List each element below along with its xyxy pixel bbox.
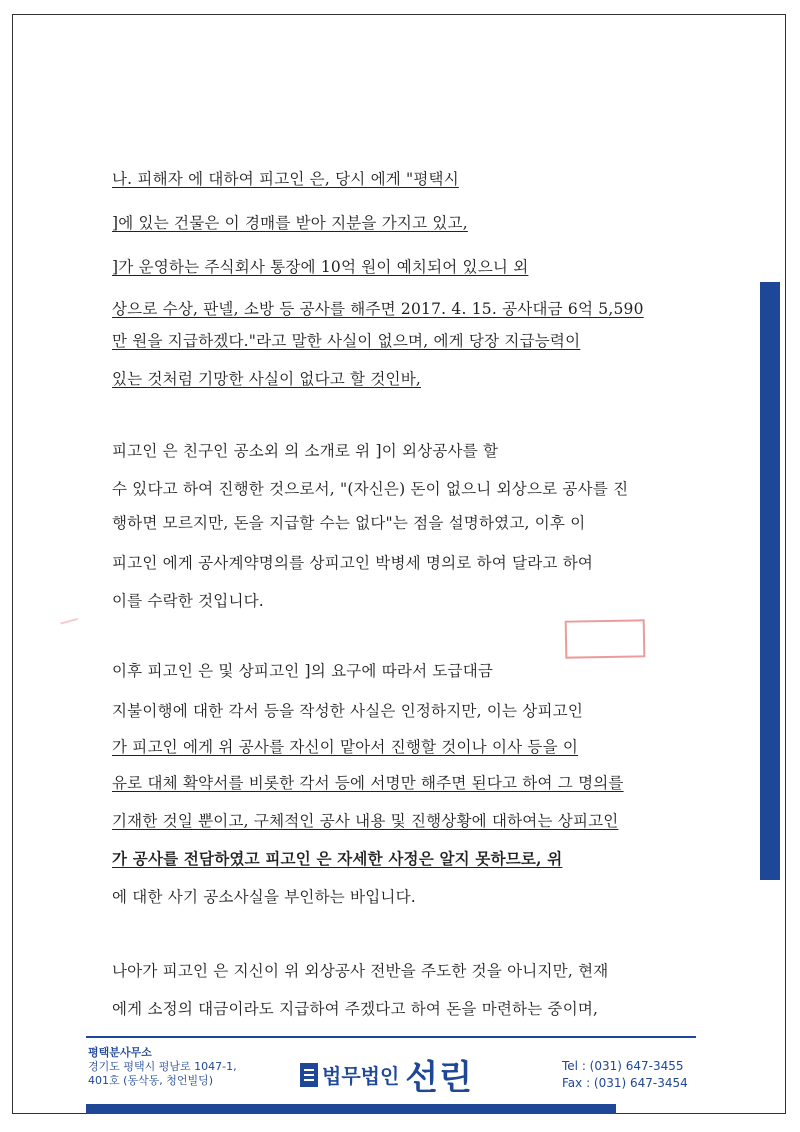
footer-bottom-bar [86,1104,616,1114]
side-accent-bar [760,282,780,880]
address-line-1: 경기도 평택시 평남로 1047-1, [88,1060,237,1073]
fax-number: Fax : (031) 647-3454 [562,1076,688,1090]
text-line: ]가 운영하는 주식회사 통장에 10억 원이 예치되어 있으니 외 [112,258,529,276]
text-line: 이후 피고인 은 및 상피고인 ]의 요구에 따라서 도급대금 [112,662,494,680]
red-stamp-mark [565,619,646,658]
firm-prefix: 법무법인 [322,1064,400,1088]
text-line: 이를 수락한 것입니다. [112,592,264,610]
text-line: 지불이행에 대한 각서 등을 작성한 사실은 인정하지만, 이는 상피고인 [112,702,583,720]
office-title: 평택분사무소 [88,1046,152,1059]
text-line: 상으로 수상, 판넬, 소방 등 공사를 해주면 2017. 4. 15. 공사대금 6억 5,590 [112,300,644,318]
text-line: 만 원을 지급하겠다."라고 말한 사실이 없으며, 에게 당장 지급능력이 [112,332,581,350]
office-address [88,1046,237,1088]
text-line: 가 피고인 에게 위 공사를 자신이 맡아서 진행할 것이나 이사 등을 이 [112,738,579,756]
footer-rule [86,1036,696,1038]
firm-name: 선린 [405,1058,473,1098]
text-line: 나아가 피고인 은 지신이 위 외상공사 전반을 주도한 것을 아니지만, 현재 [112,962,609,980]
firm-emblem-icon [300,1063,318,1087]
text-line: ]에 있는 건물은 이 경매를 받아 지분을 가지고 있고, [112,214,468,232]
text-line: 나. 피해자 에 대하여 피고인 은, 당시 에게 "평택시 [112,170,459,188]
text-line: 유로 대체 확약서를 비롯한 각서 등에 서명만 해주면 된다고 하여 그 명의를 [112,774,624,792]
text-line: 있는 것처럼 기망한 사실이 없다고 할 것인바, [112,370,422,388]
text-line: 가 공사를 전담하였고 피고인 은 자세한 사정은 알지 못하므로, 위 [112,849,563,868]
text-line: 피고인 은 친구인 공소외 의 소개로 위 ]이 외상공사를 할 [112,442,499,460]
text-line: 기재한 것일 뿐이고, 구체적인 공사 내용 및 진행상황에 대하여는 상피고인 [112,812,619,830]
text-line: 에게 소정의 대금이라도 지급하여 주겠다고 하여 돈을 마련하는 중이며, [112,1000,599,1018]
text-line: 에 대한 사기 공소사실을 부인하는 바입니다. [112,888,416,906]
text-line: 수 있다고 하여 진행한 것으로서, "(자신은) 돈이 없으니 외상으로 공사를 진 [112,480,629,498]
address-line-2: 401호 (동삭동, 청언빌딩) [88,1074,214,1087]
phone-number: Tel : (031) 647-3455 [562,1059,684,1073]
text-line: 피고인 에게 공사계약명의를 상피고인 박병세 명의로 하여 달라고 하여 [112,554,594,572]
contact-info [562,1058,688,1092]
text-line: 행하면 모르지만, 돈을 지급할 수는 없다"는 점을 설명하였고, 이후 이 [112,514,586,532]
firm-logo-block [300,1050,473,1099]
